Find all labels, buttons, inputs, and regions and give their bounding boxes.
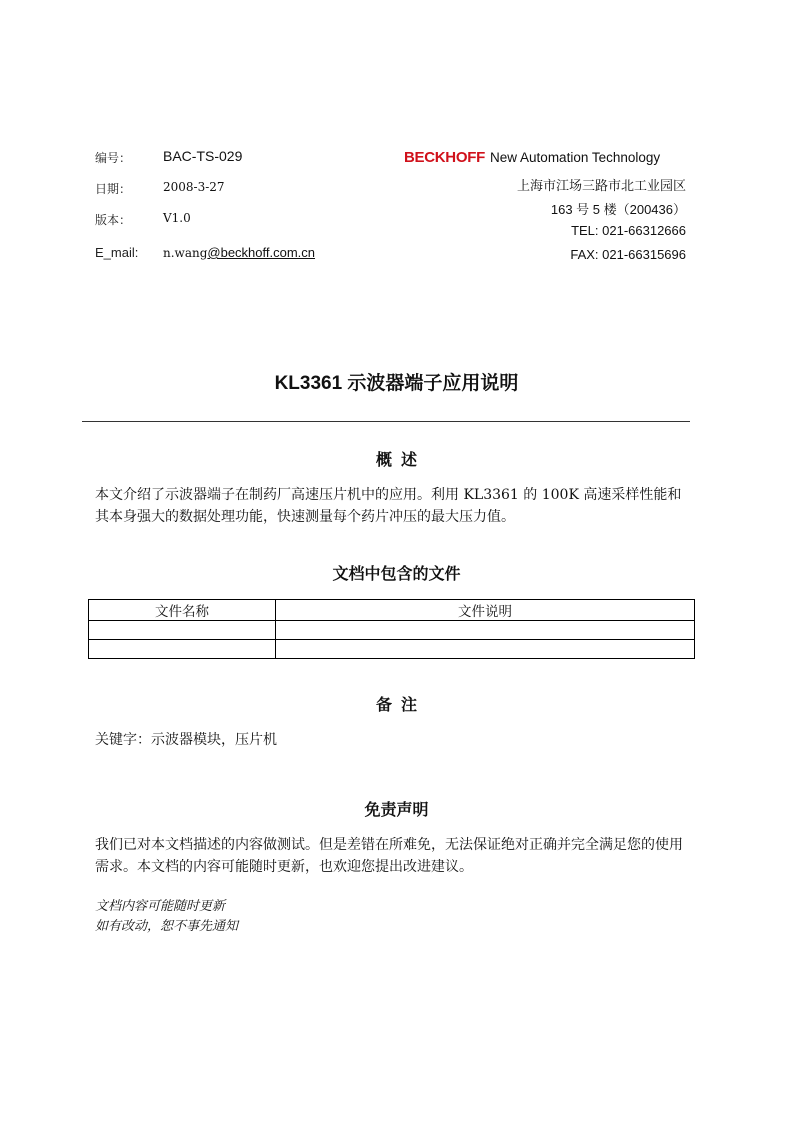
table-cell [276,621,695,640]
company-address-2: 163 号 5 楼（200436） [550,202,686,217]
email-value [163,245,315,260]
files-table [88,599,695,659]
company-tel: TEL: 021-66312666 [571,223,686,238]
beckhoff-logo: BECKHOFF [404,149,485,166]
company-fax: FAX: 021-66315696 [570,247,686,262]
keywords-text: 关键字：示波器模块，压片机 [95,732,277,748]
number-label: 编号： [95,151,132,165]
disclaimer-heading: 免责声明 [364,802,429,819]
disclaimer-text: 我们已对本文档描述的内容做测试。但是差错在所难免，无法保证绝对正确并完全满足您的使用需求。本文档的内容可能随时更新，也欢迎您提出改进建议。 [95,837,683,875]
page-title: KL3361 示波器端子应用说明 [274,373,519,394]
column-header: 文件名称 [89,600,276,621]
email-user: n.wang [163,246,208,260]
company-header [404,147,660,166]
date-value: 2008-3-27 [163,180,225,194]
column-header: 文件说明 [276,600,695,621]
version-value: V1.0 [163,211,191,225]
table-header-row [89,600,695,621]
change-note: 如有改动，恕不事先通知 [95,919,239,934]
overview-heading: 概 述 [376,452,417,469]
number-value: BAC-TS-029 [163,148,243,164]
email-link[interactable]: @beckhoff.com.cn [207,245,316,260]
table-row [89,640,695,659]
title-divider [82,421,690,422]
table-cell [89,640,276,659]
version-label: 版本： [95,213,132,227]
table-cell [89,621,276,640]
company-tagline: New Automation Technology [490,150,661,165]
table-cell [276,640,695,659]
company-address-1: 上海市江场三路市北工业园区 [516,178,686,193]
email-label: E_mail: [95,245,139,260]
notes-heading: 备 注 [376,697,417,714]
date-label: 日期： [95,182,132,196]
update-note: 文档内容可能随时更新 [95,899,226,914]
overview-text: 本文介绍了示波器端子在制药厂高速压片机中的应用。利用 KL3361 的 100K 高速采样性能和其本身强大的数据处理功能，快速测量每个药片冲压的最大压力值。 [95,487,682,525]
table-row [89,621,695,640]
files-heading: 文档中包含的文件 [332,566,461,583]
